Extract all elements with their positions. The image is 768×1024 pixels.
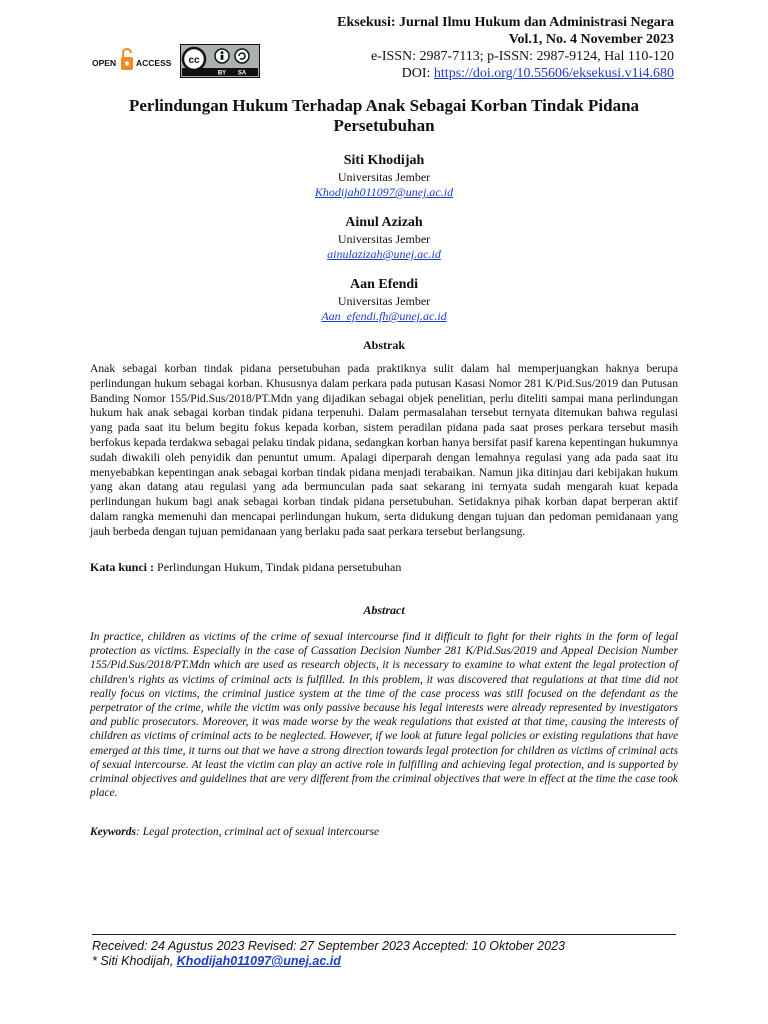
keywords-label: Kata kunci :: [90, 560, 155, 574]
journal-header: [337, 14, 674, 82]
footer-corresponding: [92, 954, 341, 969]
journal-doi: [337, 65, 674, 82]
open-access-logo: [92, 48, 174, 74]
abstrak-keywords: [90, 560, 678, 575]
footer-dates: Received: 24 Agustus 2023 Revised: 27 September 2023 Accepted: 10 Oktober 2023: [92, 939, 565, 953]
abstrak-body: Anak sebagai korban tindak pidana persetubuhan pada praktiknya sulit dalam hal memperjuangkan haknya berupa perlindungan hukum sebagai korban. Khususnya dalam perkara pada putusan Kasasi Nomor 281 K/Pid.Sus/2019 dan Putusan Banding Nomor 155/Pid.Sus/2018/PT.Mdn yang dijadikan sebagai objek penelitian, perlu diteliti sampai mana perlindungan hukum hak anak sebagai korban tindak pidana terpenuhi. Dalam permasalahan tersebut ternyata ditemukan bahwa regulasi yang pada saat itu belum begitu fokus kepada korban, sistem peradilan pidana pada saat proses perkara tersebut masih berfokus kepada terdakwa sebagai pelaku tindak pidana, sedangkan korban hanya bersifat pasif karena kepentingan hukumnya sudah diwakili oleh penyidik dan penuntut umum. Apalagi diperparah dengan lemahnya regulasi yang ada pada saat itu menyebabkan kepentingan anak sebagai korban tindak pidana menjadi terabaikan. Namun jika ditinjau dari kebijakan hukum yang akan datang atau regulasi yang ada bermunculan pada saat sekarang ini ternyata sudah mengarah kuat kepada perlindungan hukum bagi anak sebagai korban tindak pidana persetubuhan. Setidaknya pihak korban dapat berperan aktif dalam rangka memenuhi dan mencapai perlindungan hukum, serta didukung dengan tujuan dan pedoman pemidanaan yang jauh berbeda dengan tujuan pemidanaan yang berlaku pada saat perkara tersebut berlangsung.: [90, 362, 678, 538]
author-block: [90, 152, 678, 200]
abstrak-heading: Abstrak: [362, 338, 405, 352]
footer-divider: [92, 934, 676, 935]
license-sa-text: SA: [237, 70, 247, 77]
author-name: Aan Efendi: [349, 277, 419, 292]
journal-volume: Vol.1, No. 4 November 2023: [508, 32, 674, 47]
open-access-access-text: ACCESS: [136, 58, 172, 68]
abstract-keywords: [90, 826, 678, 838]
open-access-open-text: OPEN: [92, 58, 117, 68]
journal-name: Eksekusi: Jurnal Ilmu Hukum dan Administrasi Negara: [337, 15, 674, 30]
sa-icon: [235, 49, 249, 63]
keywords-text: : Legal protection, criminal act of sexual intercourse: [136, 826, 380, 838]
author-name: Ainul Azizah: [345, 215, 423, 230]
author-affiliation: Universitas Jember: [337, 232, 431, 246]
article-title: Perlindungan Hukum Terhadap Anak Sebagai Korban Tindak Pidana Persetubuhan: [128, 96, 640, 135]
author-email[interactable]: Khodijah011097@unej.ac.id: [314, 185, 454, 199]
journal-issn: e-ISSN: 2987-7113; p-ISSN: 2987-9124, Hal 110-120: [370, 49, 674, 64]
author-block: [90, 214, 678, 262]
doi-label: DOI:: [401, 66, 434, 81]
doi-link[interactable]: https://doi.org/10.55606/eksekusi.v1i4.680: [433, 66, 674, 81]
author-email[interactable]: Aan_efendi.fh@unej.ac.id: [321, 309, 447, 323]
author-affiliation: Universitas Jember: [337, 170, 431, 184]
author-name: Siti Khodijah: [343, 153, 425, 168]
author-block: [90, 276, 678, 324]
lock-icon: [121, 49, 133, 70]
license-by-text: BY: [217, 70, 227, 77]
cc-by-sa-badge: [180, 44, 260, 78]
abstract-heading: Abstract: [363, 603, 405, 617]
svg-text:cc: cc: [188, 55, 200, 66]
corresponding-author: * Siti Khodijah,: [92, 954, 177, 968]
author-email[interactable]: ainulazizah@unej.ac.id: [327, 247, 441, 261]
corresponding-email[interactable]: Khodijah011097@unej.ac.id: [176, 954, 341, 968]
abstract-body: In practice, children as victims of the crime of sexual intercourse find it difficult to fight for their rights in the form of legal protection as victims. Especially in the case of Cassation Decision Number 281 K/Pid.Sus/2019 and Appeal Decision Number 155/Pid.Sus/2018/PT.Mdn which are used as research objects, it is necessary to examine to what extent the legal protection of children's rights as victims of criminal acts is fulfilled. In this problem, it was discovered that regulations at that time did not really focus on victims, the criminal justice system at the time of the case process was still focused on the defendant as the perpetrator of the crime, while the victim was only passive because his legal interests were already represented by investigators and public prosecutors. Moreover, it was made worse by the weak regulations that existed at that time, causing the interests of children as victims of criminal acts to be neglected. However, if we look at future legal policies or existing regulations that have emerged at this time, it turns out that we have a strong direction towards legal protection for children as victims of criminal acts of sexual intercourse. At least the victim can play an active role in fulfilling and achieving legal protection, and is supported by criminal objectives and guidelines that are very different from the criminal objectives that were in effect at the time the case took place.: [90, 631, 678, 800]
author-affiliation: Universitas Jember: [337, 294, 431, 308]
keywords-text: Perlindungan Hukum, Tindak pidana persetubuhan: [154, 560, 402, 574]
keywords-label: Keywords: [90, 826, 136, 838]
